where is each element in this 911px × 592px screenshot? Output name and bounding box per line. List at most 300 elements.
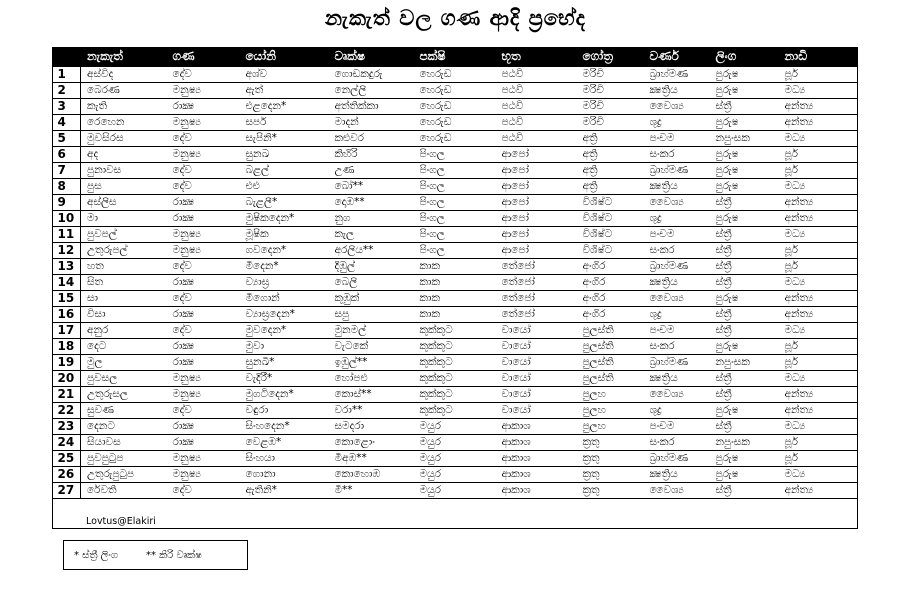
table-cell: ස්ත්‍රී <box>710 258 779 274</box>
row-number: 3 <box>52 98 81 114</box>
table-cell: පුරුෂ <box>710 450 779 466</box>
table-cell: තේජෝ <box>496 290 577 306</box>
table-cell: වෛශ්‍ය <box>644 194 710 210</box>
table-cell: මී** <box>329 482 414 498</box>
table-cell: දෙනට <box>81 418 167 434</box>
table-cell: නපුංසක <box>710 354 779 370</box>
table-cell: පිංගල <box>414 194 496 210</box>
row-number: 16 <box>52 306 81 322</box>
credit-text: Lovtus@Elakiri <box>86 516 156 527</box>
table-cell: රාක්‍ෂ <box>167 194 240 210</box>
table-cell: එළදෙන* <box>240 98 329 114</box>
column-header <box>52 47 81 67</box>
table-cell: මනුෂ්‍ය <box>167 226 240 242</box>
table-cell: මධ්‍ය <box>779 82 858 98</box>
table-cell: මීඅඹ** <box>329 450 414 466</box>
table-cell: රාක්‍ෂ <box>167 98 240 114</box>
table-cell: අන්ත්‍ය <box>779 114 858 130</box>
table-cell: අන්ත්‍ය <box>779 482 858 498</box>
table-cell: අන්ත්‍ය <box>779 194 858 210</box>
table-cell: පුවසල <box>81 370 167 386</box>
table-cell: අංගිර <box>577 274 644 290</box>
table-cell: පුරුෂ <box>710 162 779 178</box>
table-cell: කළුවර <box>329 130 414 146</box>
table-cell: මනුෂ්‍ය <box>167 82 240 98</box>
table-cell: පුරුෂ <box>710 67 779 83</box>
row-number: 25 <box>52 450 81 466</box>
table-cell: උතුරුපල් <box>81 242 167 258</box>
row-number: 26 <box>52 466 81 482</box>
table-cell: බ්‍රාහ්මණ <box>644 450 710 466</box>
table-cell: නපුංසක <box>710 130 779 146</box>
column-header: යෝනි <box>240 47 329 67</box>
table-cell: රාක්‍ෂ <box>167 306 240 322</box>
table-cell: මයුර <box>414 418 496 434</box>
table-cell: විශිෂ්ට <box>577 210 644 226</box>
table-cell: පඨවි <box>496 114 577 130</box>
table-cell: ආකාශ <box>496 418 577 434</box>
table-cell: සංකර <box>644 338 710 354</box>
table-cell: කොහොඹ <box>329 466 414 482</box>
table-row <box>52 242 858 258</box>
table-cell: ගොනා <box>240 466 329 482</box>
table-cell: ස්ත්‍රී <box>710 418 779 434</box>
table-cell: බ්‍රාහ්මණ <box>644 354 710 370</box>
table-cell: පිංගල <box>414 226 496 242</box>
table-cell: මරිචි <box>577 82 644 98</box>
table-cell: අන්ත්‍ය <box>779 386 858 402</box>
table-cell: බ්‍රාහ්මණ <box>644 162 710 178</box>
table-cell: මධ්‍ය <box>779 322 858 338</box>
row-number: 9 <box>52 194 81 210</box>
row-number: 15 <box>52 290 81 306</box>
table-cell: බෙරණ <box>81 82 167 98</box>
table-cell: පුරුෂ <box>710 338 779 354</box>
table-cell: ක්‍රතු <box>577 450 644 466</box>
table-row <box>52 194 858 210</box>
table-cell: පූර් <box>779 450 858 466</box>
table-cell: පුරුෂ <box>710 402 779 418</box>
table-cell: පිංගල <box>414 210 496 226</box>
table-cell: ගවදෙන* <box>240 242 329 258</box>
table-cell: විශිෂ්ට <box>577 194 644 210</box>
table-cell: ආපෝ <box>496 242 577 258</box>
table-cell: පංචම <box>644 130 710 146</box>
table-cell: දේව <box>167 258 240 274</box>
table-cell: ක්‍ෂත්‍රිය <box>644 82 710 98</box>
nakath-table-frame <box>52 47 858 529</box>
table-row <box>52 338 858 354</box>
row-number: 6 <box>52 146 81 162</box>
table-cell: ඇතිනි* <box>240 482 329 498</box>
table-cell: මාදන් <box>329 114 414 130</box>
table-cell: මනුෂ්‍ය <box>167 450 240 466</box>
table-cell: කුක්කුට <box>414 386 496 402</box>
row-number: 24 <box>52 434 81 450</box>
table-cell: දේව <box>167 290 240 306</box>
table-cell: එළු <box>240 178 329 194</box>
column-header: නැකැත් <box>81 47 167 67</box>
table-cell: රාක්‍ෂ <box>167 418 240 434</box>
table-cell: පුවපල් <box>81 226 167 242</box>
row-number: 12 <box>52 242 81 258</box>
table-cell: මධ්‍ය <box>779 226 858 242</box>
table-cell: පිංගල <box>414 242 496 258</box>
row-number: 1 <box>52 67 81 83</box>
table-cell: අන්ත්‍ය <box>779 402 858 418</box>
table-cell: සිංහදෙන* <box>240 418 329 434</box>
table-cell: තේජෝ <box>496 274 577 290</box>
table-cell: පුස <box>81 178 167 194</box>
table-row <box>52 114 858 130</box>
table-cell: මනුෂ්‍ය <box>167 386 240 402</box>
legend-milk-tree-note: ** කිරි වෘක්ෂ <box>146 549 202 561</box>
table-cell: ආපෝ <box>496 146 577 162</box>
nakath-table <box>52 47 858 499</box>
table-cell: කාක <box>414 290 496 306</box>
table-cell: මුල <box>81 354 167 370</box>
column-header: ගණ <box>167 47 240 67</box>
row-number: 18 <box>52 338 81 354</box>
table-cell: මුවදෙන* <box>240 322 329 338</box>
table-cell: ආපෝ <box>496 226 577 242</box>
table-cell: පඨවි <box>496 130 577 146</box>
table-cell: පුරුෂ <box>710 146 779 162</box>
table-cell: නපුංසක <box>710 434 779 450</box>
row-number: 14 <box>52 274 81 290</box>
column-header: පක්ෂි <box>414 47 496 67</box>
row-number: 10 <box>52 210 81 226</box>
table-cell: අත්‍රි <box>577 178 644 194</box>
table-cell: මධ්‍ය <box>779 274 858 290</box>
legend-box <box>63 540 248 570</box>
table-cell: හෙරුඩ <box>414 82 496 98</box>
row-number: 8 <box>52 178 81 194</box>
table-cell: මුනමල් <box>329 322 414 338</box>
table-cell: පූර් <box>779 162 858 178</box>
table-cell: කුක්කුට <box>414 402 496 418</box>
table-cell: මුගටිදෙන* <box>240 386 329 402</box>
table-cell: පිංගල <box>414 146 496 162</box>
table-cell: පුවපුටුප <box>81 450 167 466</box>
table-cell: මයුර <box>414 482 496 498</box>
table-cell: පඨවි <box>496 82 577 98</box>
table-cell: ස්ත්‍රී <box>710 242 779 258</box>
table-cell: දේව <box>167 178 240 194</box>
table-cell: බෙලි <box>329 274 414 290</box>
table-cell: වායෝ <box>496 402 577 418</box>
table-cell: දොඹ** <box>329 194 414 210</box>
table-cell: ආකාශ <box>496 482 577 498</box>
table-cell: කාක <box>414 274 496 290</box>
table-cell: මධ්‍ය <box>779 466 858 482</box>
table-cell: ස්ත්‍රී <box>710 274 779 290</box>
table-cell: පුලහ <box>577 418 644 434</box>
table-cell: දේව <box>167 130 240 146</box>
table-cell: ස්ත්‍රී <box>710 386 779 402</box>
table-cell: සිංහයා <box>240 450 329 466</box>
table-cell: කැති <box>81 98 167 114</box>
table-cell: අංගිර <box>577 258 644 274</box>
table-cell: ක්‍රතු <box>577 466 644 482</box>
table-cell: කුක්කුට <box>414 370 496 386</box>
table-cell: ක්‍රතු <box>577 482 644 498</box>
table-cell: වායෝ <box>496 370 577 386</box>
row-number: 4 <box>52 114 81 130</box>
table-cell: දේව <box>167 67 240 83</box>
table-row <box>52 130 858 146</box>
table-cell: වෛශ්‍ය <box>644 290 710 306</box>
table-cell: අශ්ව <box>240 67 329 83</box>
row-number: 21 <box>52 386 81 402</box>
table-cell: දේව <box>167 482 240 498</box>
table-cell: පුලස්ති <box>577 322 644 338</box>
table-cell: මනුෂ්‍ය <box>167 242 240 258</box>
table-header-row <box>52 47 858 67</box>
table-cell: බළල් <box>240 162 329 178</box>
table-cell: පඨවි <box>496 67 577 83</box>
table-cell: සංකර <box>644 434 710 450</box>
table-cell: මධ්‍ය <box>779 130 858 146</box>
table-cell: වැටකේ <box>329 338 414 354</box>
table-cell: ඉඹුල්** <box>329 354 414 370</box>
row-number: 7 <box>52 162 81 178</box>
table-row <box>52 146 858 162</box>
table-cell: වරා** <box>329 402 414 418</box>
table-cell: විශිෂ්ට <box>577 242 644 258</box>
table-cell: මරිචි <box>577 98 644 114</box>
table-cell: ආපෝ <box>496 178 577 194</box>
table-cell: අත්‍රි <box>577 162 644 178</box>
table-cell: කිහිරි <box>329 146 414 162</box>
table-cell: හෝපළු <box>329 370 414 386</box>
table-cell: වායෝ <box>496 338 577 354</box>
table-cell: පිංගල <box>414 178 496 194</box>
table-cell: රාක්‍ෂ <box>167 274 240 290</box>
table-cell: අනුර <box>81 322 167 338</box>
table-cell: සුවණ <box>81 402 167 418</box>
table-cell: පූර් <box>779 434 858 450</box>
table-row <box>52 306 858 322</box>
table-cell: සා <box>81 290 167 306</box>
table-cell: වෛශ්‍ය <box>644 386 710 402</box>
column-header: නාඩි <box>779 47 858 67</box>
table-cell: ස්ත්‍රී <box>710 98 779 114</box>
table-cell: දිඹුල් <box>329 258 414 274</box>
table-cell: මරිචි <box>577 67 644 83</box>
table-cell: රාක්‍ෂ <box>167 338 240 354</box>
table-cell: ආකාශ <box>496 450 577 466</box>
column-header: වර්ණ <box>644 47 710 67</box>
table-cell: අරලිය** <box>329 242 414 258</box>
table-row <box>52 98 858 114</box>
table-cell: රාක්‍ෂ <box>167 434 240 450</box>
table-cell: පූර් <box>779 242 858 258</box>
table-cell: මීදෙන* <box>240 258 329 274</box>
table-cell: බැළලී* <box>240 194 329 210</box>
table-cell: ක්‍ෂත්‍රිය <box>644 274 710 290</box>
table-cell: පුලස්ති <box>577 354 644 370</box>
table-cell: මධ්‍ය <box>779 178 858 194</box>
table-cell: බ්‍රාහ්මණ <box>644 67 710 83</box>
table-row <box>52 386 858 402</box>
table-cell: මනුෂ්‍ය <box>167 146 240 162</box>
table-row <box>52 162 858 178</box>
table-cell: පංචම <box>644 226 710 242</box>
table-cell: විශිෂ්ට <box>577 226 644 242</box>
table-cell: ක්‍රතු <box>577 434 644 450</box>
table-cell: ක්‍ෂත්‍රිය <box>644 178 710 194</box>
table-cell: මනුෂ්‍ය <box>167 466 240 482</box>
table-cell: පුරුෂ <box>710 466 779 482</box>
table-cell: පූර් <box>779 67 858 83</box>
table-cell: ශුද්‍ර <box>644 402 710 418</box>
table-cell: අංගිර <box>577 290 644 306</box>
table-cell: හත <box>81 258 167 274</box>
table-cell: මුවා <box>240 338 329 354</box>
table-cell: උතුරුපුටුප <box>81 466 167 482</box>
table-cell: සුනඛ <box>240 146 329 162</box>
table-cell: ආකාශ <box>496 466 577 482</box>
column-header: භූත <box>496 47 577 67</box>
table-cell: හෙරුඩ <box>414 98 496 114</box>
table-cell: රාක්‍ෂ <box>167 354 240 370</box>
table-cell: උණ <box>329 162 414 178</box>
table-body <box>52 67 858 499</box>
table-cell: තේජෝ <box>496 258 577 274</box>
table-cell: ස්ත්‍රී <box>710 322 779 338</box>
table-cell: පිංගල <box>414 162 496 178</box>
table-cell: ව්‍යාඝ්‍රදෙන* <box>240 306 329 322</box>
table-cell: ඇත් <box>240 82 329 98</box>
table-cell: කුක්කුට <box>414 354 496 370</box>
table-cell: මූෂික <box>240 226 329 242</box>
table-cell: වායෝ <box>496 386 577 402</box>
table-cell: මයුර <box>414 450 496 466</box>
table-cell: දේව <box>167 162 240 178</box>
table-cell: පුලහ <box>577 402 644 418</box>
table-cell: අත්‍රි <box>577 130 644 146</box>
table-cell: පංචම <box>644 322 710 338</box>
table-cell: ස්ත්‍රී <box>710 194 779 210</box>
table-cell: පුරුෂ <box>710 210 779 226</box>
table-cell: අද <box>81 146 167 162</box>
table-cell: පුලස්ති <box>577 370 644 386</box>
table-cell: අත්තික්කා <box>329 98 414 114</box>
table-row <box>52 226 858 242</box>
table-cell: මනුෂ්‍ය <box>167 114 240 130</box>
table-cell: ව්‍යාඝ්‍ර <box>240 274 329 290</box>
table-cell: සමදරා <box>329 418 414 434</box>
table-cell: ආකාශ <box>496 434 577 450</box>
row-number: 17 <box>52 322 81 338</box>
table-cell: ශුද්‍ර <box>644 306 710 322</box>
table-cell: වෛශ්‍ය <box>644 482 710 498</box>
table-cell: නෙල්ලි <box>329 82 414 98</box>
table-cell: සර්ප <box>240 114 329 130</box>
table-row <box>52 290 858 306</box>
table-cell: සංකර <box>644 242 710 258</box>
table-cell: නුග <box>329 210 414 226</box>
table-cell: මනුෂ්‍ය <box>167 370 240 386</box>
table-cell: දෙට <box>81 338 167 354</box>
table-cell: මයුර <box>414 466 496 482</box>
table-cell: පුරුෂ <box>710 82 779 98</box>
column-header: වෘක්ෂ <box>329 47 414 67</box>
row-number: 11 <box>52 226 81 242</box>
row-number: 13 <box>52 258 81 274</box>
table-row <box>52 178 858 194</box>
table-row <box>52 82 858 98</box>
table-cell: පඨවි <box>496 98 577 114</box>
table-cell: මා <box>81 210 167 226</box>
table-cell: අන්ත්‍ය <box>779 290 858 306</box>
table-cell: පුරුෂ <box>710 178 779 194</box>
table-cell: අස්ලිස <box>81 194 167 210</box>
table-row <box>52 210 858 226</box>
table-cell: මරිචි <box>577 114 644 130</box>
table-cell: ආපෝ <box>496 162 577 178</box>
table-cell: පුලහ <box>577 386 644 402</box>
row-number: 5 <box>52 130 81 146</box>
table-row <box>52 402 858 418</box>
table-cell: මයුර <box>414 434 496 450</box>
table-cell: දේව <box>167 402 240 418</box>
table-cell: ශුද්‍ර <box>644 114 710 130</box>
table-cell: අන්ත්‍ය <box>779 98 858 114</box>
table-row <box>52 370 858 386</box>
table-cell: සංකර <box>644 146 710 162</box>
table-cell: වායෝ <box>496 354 577 370</box>
table-cell: උතුරුසල <box>81 386 167 402</box>
table-cell: වෛශ්‍ය <box>644 98 710 114</box>
table-row <box>52 482 858 498</box>
table-cell: පූර් <box>779 146 858 162</box>
table-cell: බෝ** <box>329 178 414 194</box>
table-cell: ආපෝ <box>496 210 577 226</box>
table-row <box>52 466 858 482</box>
column-header: ලිංග <box>710 47 779 67</box>
table-cell: පුලස්ති <box>577 338 644 354</box>
table-cell: කොස්** <box>329 386 414 402</box>
legend-female-note: * ස්ත්‍රී ලිංග <box>74 549 118 561</box>
table-cell: ආපෝ <box>496 194 577 210</box>
table-cell: හෙරුඩ <box>414 114 496 130</box>
table-row <box>52 450 858 466</box>
table-cell: රෙහෙන <box>81 114 167 130</box>
table-cell: හෙරුඩ <box>414 67 496 83</box>
table-cell: ක්‍ෂත්‍රිය <box>644 370 710 386</box>
table-cell: ස්ත්‍රී <box>710 226 779 242</box>
row-number: 23 <box>52 418 81 434</box>
page-title: නැකැත් වල ගණ ආදි ප්‍රභේද <box>325 6 586 30</box>
table-cell: අංගිර <box>577 306 644 322</box>
table-cell: කුක්කුට <box>414 338 496 354</box>
table-cell: ගොඩකදුරු <box>329 67 414 83</box>
table-cell: ස්ත්‍රී <box>710 306 779 322</box>
table-row <box>52 67 858 83</box>
table-cell: කාක <box>414 258 496 274</box>
table-cell: විසා <box>81 306 167 322</box>
table-cell: මධ්‍ය <box>779 418 858 434</box>
table-cell: කොළොං <box>329 434 414 450</box>
row-number: 27 <box>52 482 81 498</box>
table-cell: වඳුරා <box>240 402 329 418</box>
table-cell: බ්‍රාහ්මණ <box>644 258 710 274</box>
table-cell: කැල <box>329 226 414 242</box>
table-cell: සිත <box>81 274 167 290</box>
table-cell: පංචම <box>644 418 710 434</box>
